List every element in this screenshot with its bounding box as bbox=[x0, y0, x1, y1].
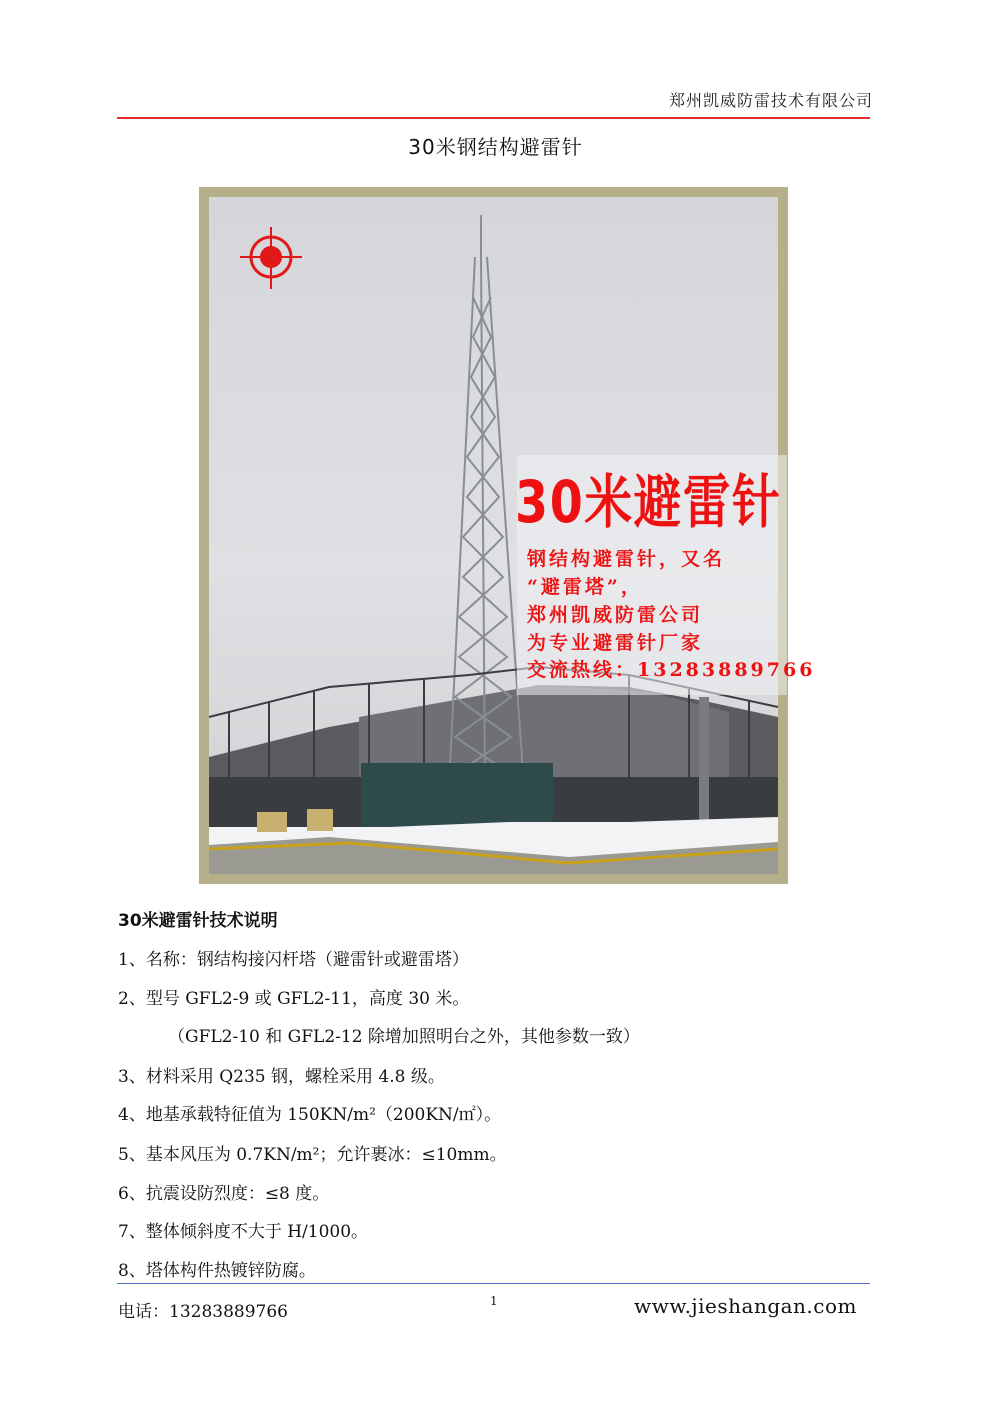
document-title: 30米钢结构避雷针 bbox=[408, 135, 583, 159]
spec-item: 3、材料采用 Q235 钢，螺栓采用 4.8 级。 bbox=[118, 1067, 445, 1087]
footer-divider bbox=[117, 1283, 870, 1284]
crosshair-target-icon bbox=[240, 227, 302, 289]
footer-website-link[interactable]: www.jieshangan.com bbox=[634, 1294, 857, 1318]
spec-item: 5、基本风压为 0.7KN/m²；允许裹冰：≤10mm。 bbox=[118, 1145, 507, 1165]
tower-photo bbox=[209, 197, 816, 874]
header-divider bbox=[117, 117, 870, 119]
spec-item: 6、抗震设防烈度：≤8 度。 bbox=[118, 1184, 330, 1204]
promo-overlay-line: 郑州凯威防雷公司 bbox=[527, 604, 704, 626]
spec-item: 2、型号 GFL2-9 或 GFL2-11，高度 30 米。 bbox=[118, 989, 470, 1009]
promo-overlay-line: “避雷塔”， bbox=[527, 576, 643, 598]
spec-item: 1、名称：钢结构接闪杆塔（避雷针或避雷塔） bbox=[118, 950, 469, 970]
spec-item: 4、地基承载特征值为 150KN/m²（200KN/㎡）。 bbox=[118, 1105, 502, 1125]
page-number: 1 bbox=[490, 1294, 498, 1308]
promo-overlay-title: 30米避雷针 bbox=[515, 468, 782, 536]
tower-photo-frame bbox=[199, 187, 816, 884]
footer-phone: 电话：13283889766 bbox=[118, 1302, 288, 1322]
promo-overlay-line: 为专业避雷针厂家 bbox=[527, 632, 704, 654]
promo-overlay-hotline: 交流热线：13283889766 bbox=[527, 659, 816, 681]
promo-overlay-line: 钢结构避雷针，又名 bbox=[527, 548, 726, 570]
spec-note: （GFL2-10 和 GFL2-12 除增加照明台之外，其他参数一致） bbox=[168, 1027, 640, 1047]
spec-item: 7、整体倾斜度不大于 H/1000。 bbox=[118, 1222, 369, 1242]
section-heading: 30米避雷针技术说明 bbox=[118, 911, 278, 931]
spec-item: 8、塔体构件热镀锌防腐。 bbox=[118, 1261, 316, 1281]
header-company-name: 郑州凯威防雷技术有限公司 bbox=[668, 91, 873, 110]
